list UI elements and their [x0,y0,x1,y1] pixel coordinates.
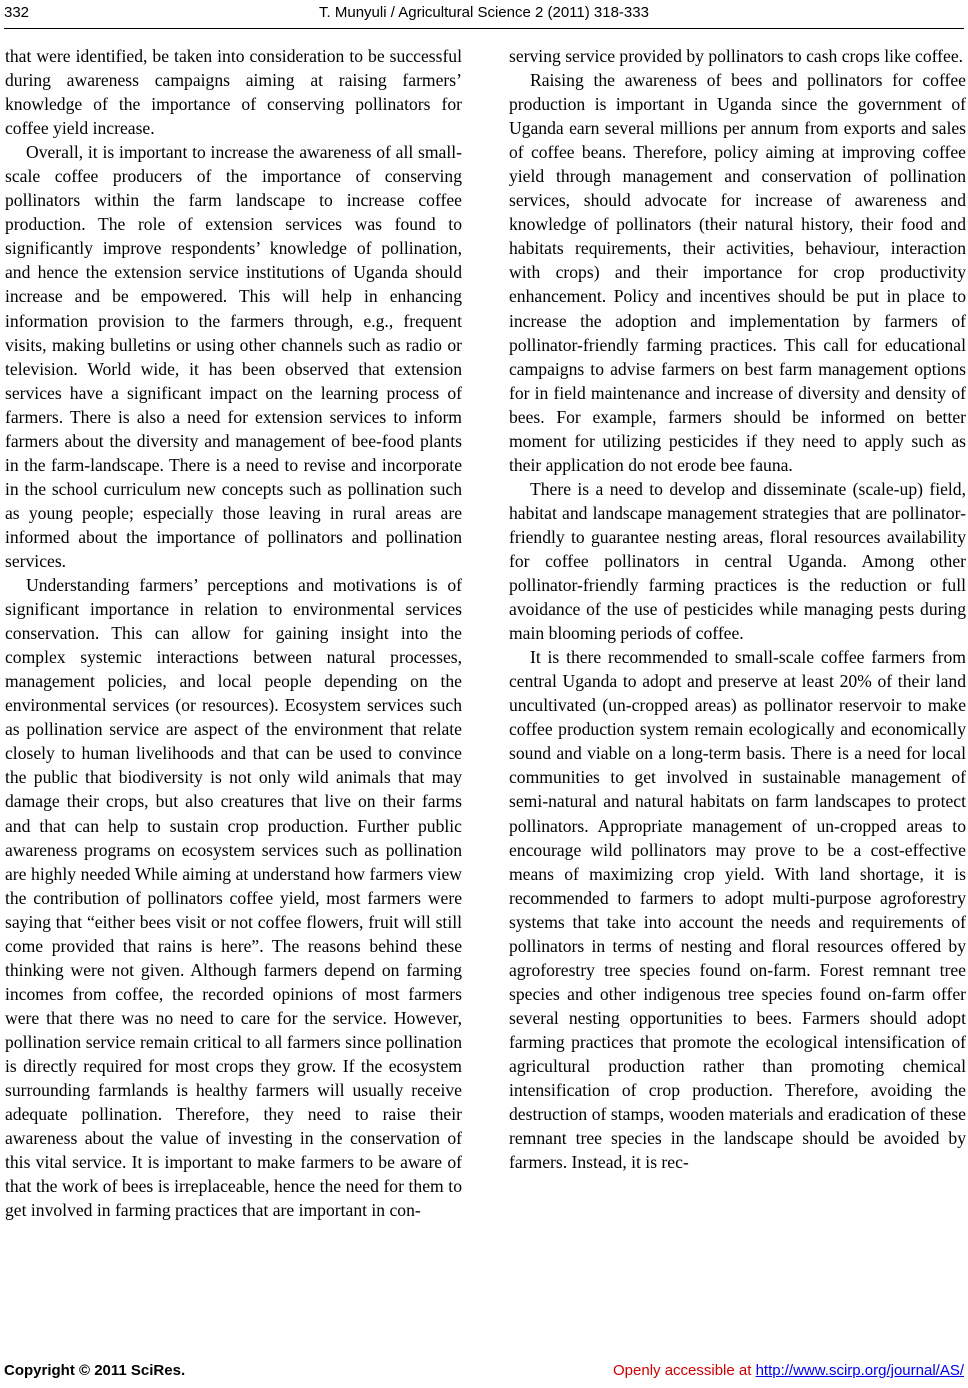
body-paragraph: that were identified, be taken into consideration to be successful during awareness campaigns aiming at raising farmers’ knowledge of the importance of conserving pollinators for coffee yield increase. [5,46,462,139]
open-access-notice [613,1362,964,1379]
header-rule [4,28,964,29]
body-paragraph: Raising the awareness of bees and pollinators for coffee production is important in Uganda since the government of Uganda earn several millions per annum from exports and sales of coffee beans. Therefore, policy aiming at improving coffee yield through management and conservation of pollination services, should advocate for increase of awareness and knowledge of pollinators (their natural history, their food and habitats requirements, their activities, behaviour, interaction with crops) and their importance for crop productivity enhancement. Policy and incentives should be put in place to increase the adoption and implementation by farmers of pollinator-friendly farming practices. This call for educational campaigns to advise farmers on best farm management options for in field maintenance and increase of diversity and density of bees. For example, farmers should be informed on better moment for utilizing pesticides if they need to apply such as their application do not erode bee fauna. [509,70,966,475]
page-header [0,4,968,28]
page-footer [0,1362,968,1384]
right-column [509,44,966,1174]
body-paragraph: It is there recommended to small-scale coffee farmers from central Uganda to adopt and preserve at least 20% of their land uncultivated (un-cropped areas) as pollinator reservoir to make coffee production system remain ecologically and economically sound and viable on a long-term basis. There is a need for local communities to get involved in sustainable management of semi-natural and natural habitats on farm landscapes to protect pollinators. Appropriate management of un-cropped areas to encourage wild pollinators may prove to be a cost-effective means of maximizing crop yield. With land shortage, it is recommended to farmers to adopt multi-purpose agroforestry systems that take into account the needs and requirements of pollinators in terms of nesting and floral resources offered by agroforestry tree species found on-farm. Forest remnant tree species and other indigenous tree species found on-farm offer several nesting opportunities to bees. Farmers should adopt farming practices that promote the ecological intensification of agricultural production rather than promoting chemical intensification of crop production. Therefore, avoiding the destruction of stamps, wooden materials and eradication of these remnant tree species in the landscape should be avoided by farmers. Instead, it is rec- [509,647,966,1173]
running-title: T. Munyuli / Agricultural Science 2 (2011) 318-333 [319,4,649,21]
copyright-notice: Copyright © 2011 SciRes. [4,1362,186,1379]
body-paragraph: Understanding farmers’ perceptions and motivations is of significant importance in relation to environmental services conservation. This can allow for gaining insight into the complex systemic interactions between natural processes, management policies, and local people depending on the environmental services (or resources). Ecosystem services such as pollination service are aspect of the environment that relate closely to human livelihoods and that can be used to convince the public that biodiversity is not only wild animals that may damage their crops, but also creatures that live on their farms and that can help to sustain crop production. Further public awareness programs on ecosystem services such as pollination are highly needed While aiming at understand how farmers view the contribution of pollinators coffee yield, most farmers were saying that “either bees visit or not coffee flowers, fruit will still come provided that rains is here”. The reasons behind these thinking were not given. Although farmers depend on farming incomes from coffee, the recorded opinions of most farmers were that there was no need to care for the service. However, pollination service remain critical to all farmers since pollination is directly required for most crops they grow. If the ecosystem surrounding farmlands is healthy farmers will usually receive adequate pollination. Therefore, they need to raise their awareness about the value of investing in the conservation of this vital service. It is important to make farmers to be aware of that the work of bees is irreplaceable, hence the need for them to get involved in farming practices that are important in con- [5,575,462,1221]
body-paragraph: serving service provided by pollinators to cash crops like coffee. [509,46,964,66]
body-paragraph: There is a need to develop and disseminate (scale-up) field, habitat and landscape management strategies that are pollinator-friendly to guarantee nesting areas, floral resources availability for coffee pollinators in central Uganda. Among other pollinator-friendly farming practices is the reduction or full avoidance of the use of pesticides while managing pests during main blooming periods of coffee. [509,478,966,644]
left-column [5,44,462,1222]
journal-link[interactable]: http://www.scirp.org/journal/AS/ [755,1362,964,1379]
body-paragraph: Overall, it is important to increase the awareness of all small-scale coffee producers of the importance of conserving pollinators within the farm landscape to increase coffee production. The role of extension services was found to significantly improve respondents’ knowledge of pollination, and hence the extension service institutions of Uganda should increase and be empowered. This will help in enhancing information provision to the farmers through, e.g., frequent visits, making bulletins or using other channels such as radio or television. World wide, it has been observed that extension services have a significant impact on the learning process of farmers. There is also a need for extension services to inform farmers about the diversity and management of bee-food plants in the farm-landscape. There is a need to revise and incorporate in the school curriculum new concepts such as pollination such as young people; especially those leaving in rural areas are informed about the importance of pollinators and pollination services. [5,142,462,571]
open-access-label: Openly accessible at [613,1362,756,1379]
page-number: 332 [4,4,30,21]
